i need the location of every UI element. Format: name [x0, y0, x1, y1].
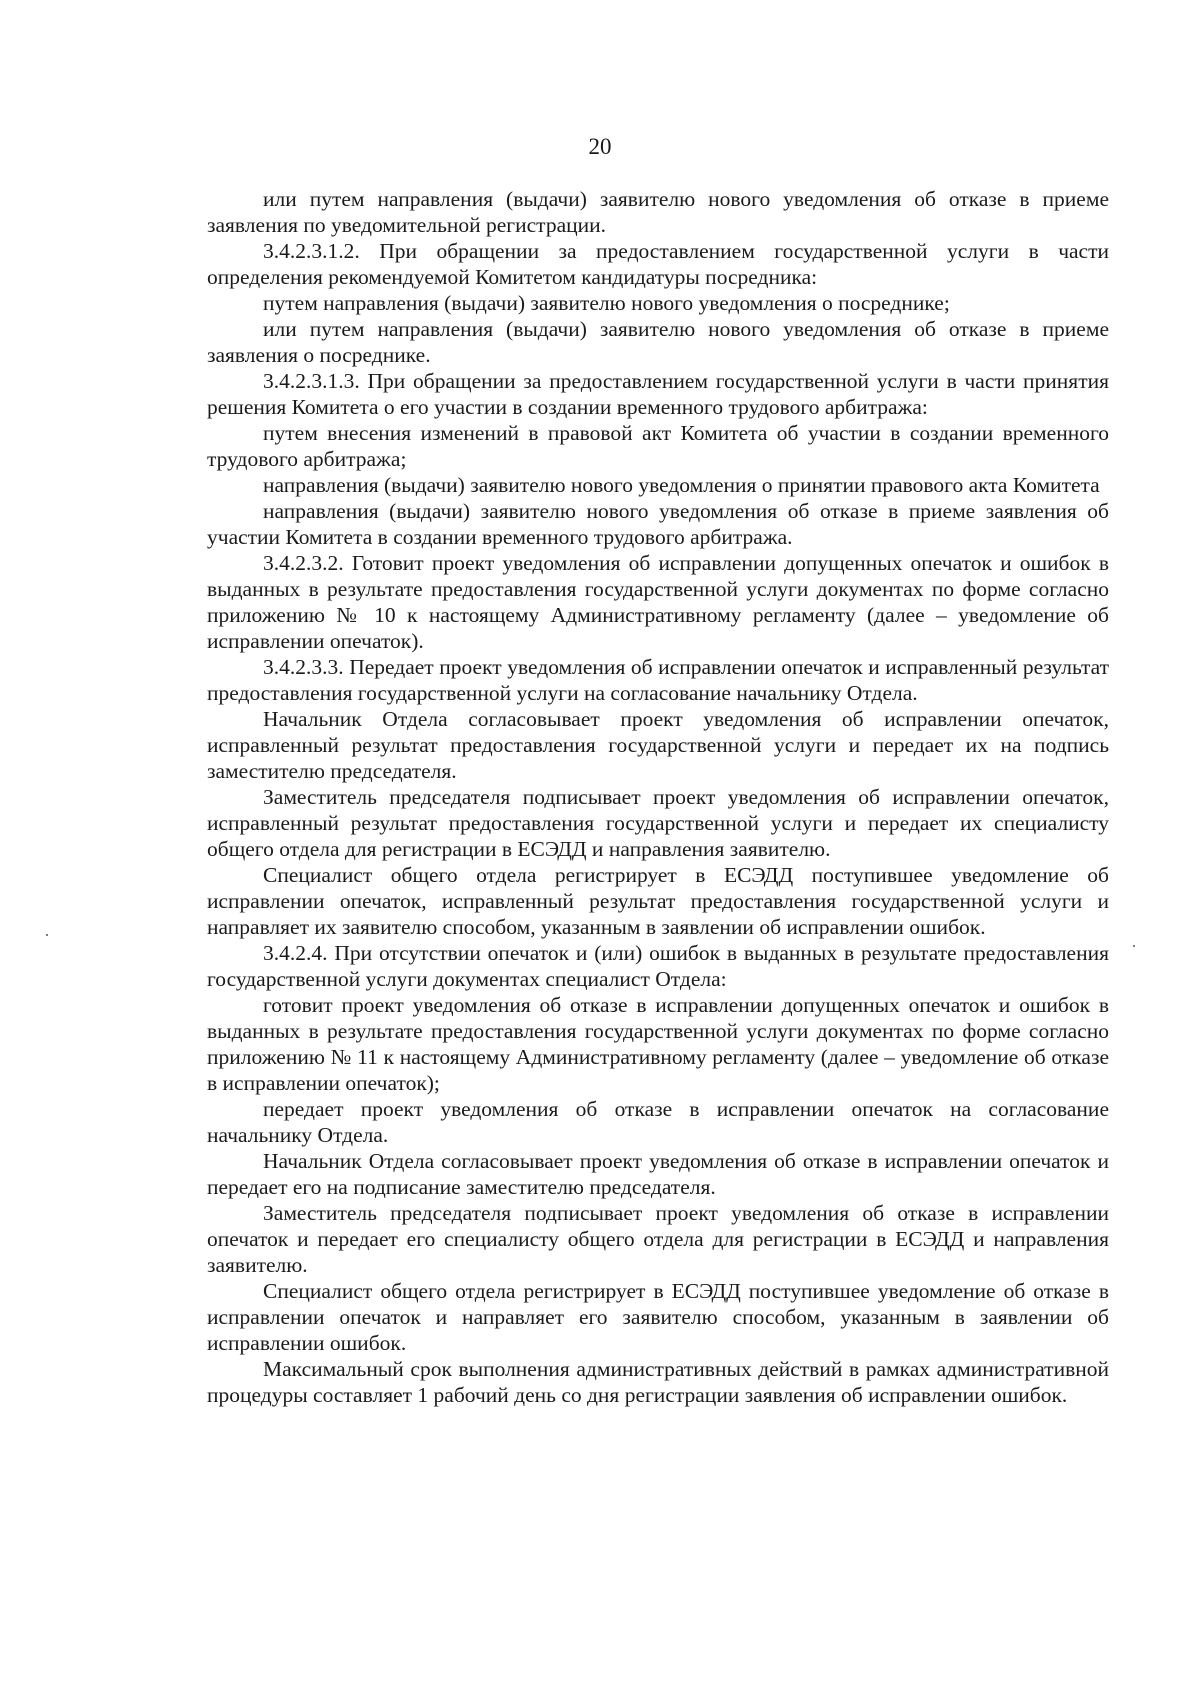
paragraph: направления (выдачи) заявителю нового уведомления об отказе в приеме заявления об участии Комитета в создании временного трудового арбитража. — [207, 499, 1109, 549]
paragraph: Начальник Отдела согласовывает проект уведомления об отказе в исправлении опечаток и передает его на подписание заместителю председателя. — [207, 1149, 1109, 1199]
paragraph: 3.4.2.3.1.2. При обращении за предоставлением государственной услуги в части определения рекомендуемой Комитетом кандидатуры посредника: — [207, 239, 1109, 289]
paragraph: 3.4.2.4. При отсутствии опечаток и (или) ошибок в выданных в результате предоставления государственной услуги документах специалист Отдела: — [207, 941, 1109, 991]
page-number: 20 — [588, 134, 612, 159]
paragraph: Специалист общего отдела регистрирует в ЕСЭДД поступившее уведомление об исправлении опечаток, исправленный результат предоставления государственной услуги и направляет их заявителю способом, указанным в заявлении об исправлении ошибок. — [207, 863, 1109, 939]
paragraph: 3.4.2.3.1.3. При обращении за предоставлением государственной услуги в части принятия решения Комитета о его участии в создании временного трудового арбитража: — [207, 369, 1109, 419]
paragraph: путем направления (выдачи) заявителю нового уведомления о посреднике; — [263, 291, 950, 315]
paragraph: Максимальный срок выполнения административных действий в рамках административной процедуры составляет 1 рабочий день со дня регистрации заявления об исправлении ошибок. — [207, 1357, 1109, 1407]
paragraph: 3.4.2.3.3. Передает проект уведомления об исправлении опечаток и исправленный результат предоставления государственной услуги на согласование начальнику Отдела. — [207, 655, 1109, 705]
paragraph: передает проект уведомления об отказе в исправлении опечаток на согласование начальнику Отдела. — [207, 1097, 1109, 1147]
paragraph: направления (выдачи) заявителю нового уведомления о принятии правового акта Комитета — [263, 473, 1100, 497]
paragraph: Заместитель председателя подписывает проект уведомления об исправлении опечаток, исправленный результат предоставления государственной услуги и передает их специалисту общего отдела для регистрации в ЕСЭДД и направления заявителю. — [207, 785, 1109, 861]
paragraph: путем внесения изменений в правовой акт Комитета об участии в создании временного трудового арбитража; — [207, 421, 1109, 471]
paragraph: Специалист общего отдела регистрирует в ЕСЭДД поступившее уведомление об отказе в исправлении опечаток и направляет его заявителю способом, указанным в заявлении об исправлении ошибок. — [207, 1279, 1109, 1355]
paragraph: готовит проект уведомления об отказе в исправлении допущенных опечаток и ошибок в выданных в результате предоставления государственной услуги документах по форме согласно приложению № 11 к настоящему Административному регламенту (далее – уведомление об отказе в исправлении опечаток); — [207, 993, 1109, 1095]
scan-speck — [1133, 945, 1135, 947]
paragraph: Начальник Отдела согласовывает проект уведомления об исправлении опечаток, исправленный результат предоставления государственной услуги и передает их на подпись заместителю председателя. — [207, 707, 1109, 783]
body-text — [207, 186, 1109, 1408]
paragraph: или путем направления (выдачи) заявителю нового уведомления об отказе в приеме заявления по уведомительной регистрации. — [207, 187, 1109, 237]
paragraph: 3.4.2.3.2. Готовит проект уведомления об исправлении допущенных опечаток и ошибок в выданных в результате предоставления государственной услуги документах по форме согласно приложению № 10 к настоящему Административному регламенту (далее – уведомление об исправлении опечаток). — [207, 551, 1109, 653]
paragraph: Заместитель председателя подписывает проект уведомления об отказе в исправлении опечаток и передает его специалисту общего отдела для регистрации в ЕСЭДД и направления заявителю. — [207, 1201, 1109, 1277]
scan-speck — [46, 934, 48, 936]
paragraph: или путем направления (выдачи) заявителю нового уведомления об отказе в приеме заявления о посреднике. — [207, 317, 1109, 367]
